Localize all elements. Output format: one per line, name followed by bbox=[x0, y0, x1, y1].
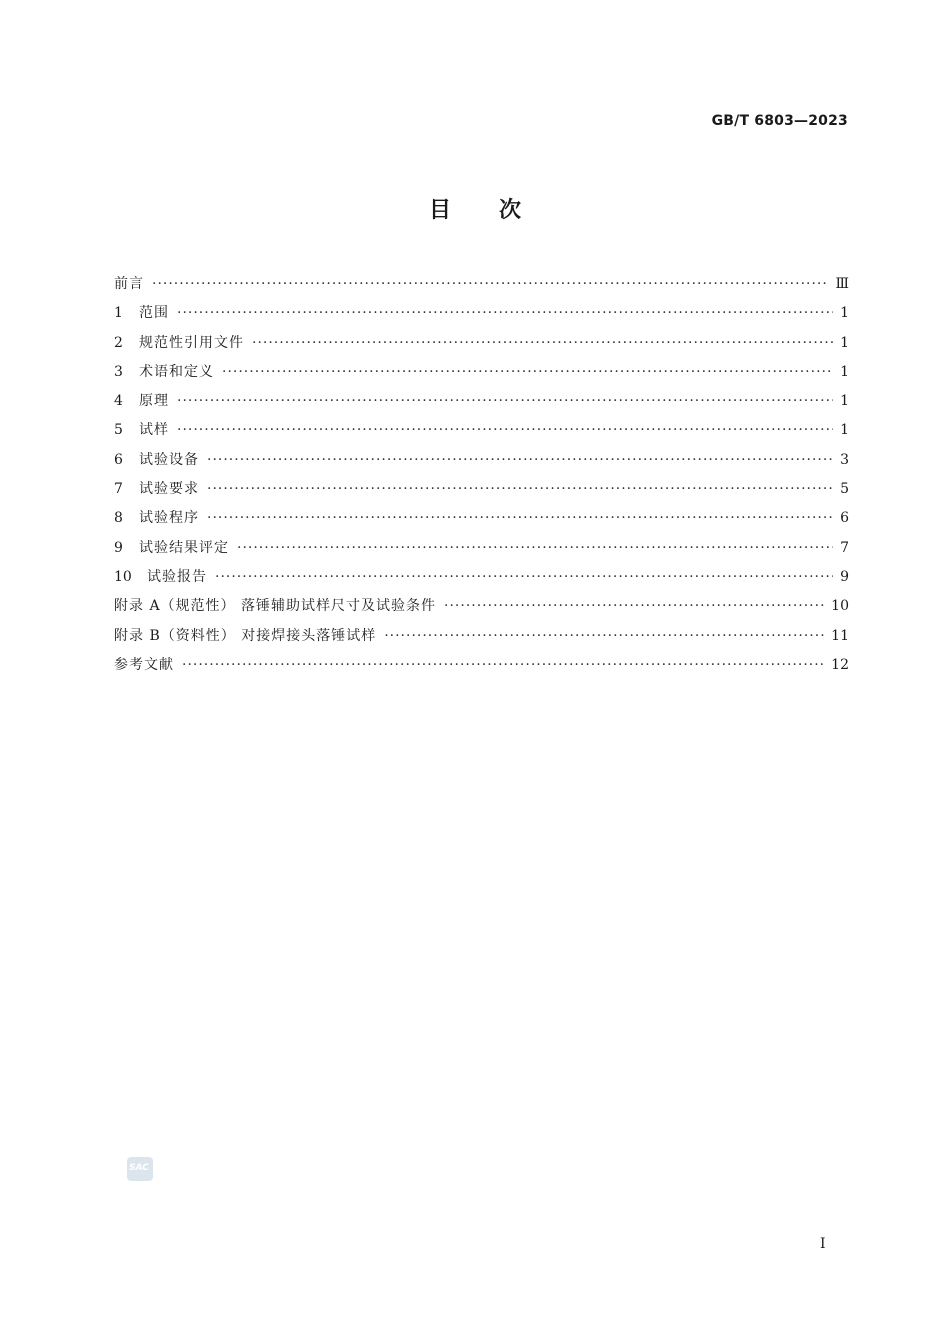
toc-entry-2[interactable] bbox=[114, 329, 849, 358]
toc-entry-appendix-a[interactable] bbox=[114, 592, 849, 621]
toc-section-number: 8 bbox=[114, 510, 123, 527]
page-number: I bbox=[820, 1236, 826, 1252]
toc-dot-leader bbox=[177, 299, 833, 328]
toc-dot-leader bbox=[222, 358, 833, 387]
toc-page-number: 9 bbox=[840, 568, 849, 585]
toc-page-number: Ⅲ bbox=[835, 276, 849, 292]
standard-code: GB/T 6803—2023 bbox=[711, 113, 848, 129]
toc-dot-leader bbox=[384, 622, 825, 651]
toc-page-number: 1 bbox=[840, 305, 849, 322]
toc-label: 试验要求 bbox=[139, 481, 199, 498]
toc-page-number: 6 bbox=[840, 510, 849, 527]
toc-label: 前言 bbox=[114, 276, 144, 292]
toc-entry-8[interactable] bbox=[114, 504, 849, 533]
toc-entry-foreword[interactable] bbox=[114, 270, 849, 299]
toc-dot-leader bbox=[252, 329, 833, 358]
page-title: 目次 bbox=[428, 198, 569, 223]
toc-section-number: 1 bbox=[114, 305, 123, 322]
toc-label: 原理 bbox=[139, 393, 169, 410]
toc-entry-4[interactable] bbox=[114, 387, 849, 416]
toc-entry-9[interactable] bbox=[114, 534, 849, 563]
sac-logo bbox=[127, 1157, 153, 1181]
toc-label: 参考文献 bbox=[114, 656, 174, 673]
toc-section-number: 2 bbox=[114, 334, 123, 351]
toc-entry-3[interactable] bbox=[114, 358, 849, 387]
toc-label: 试验结果评定 bbox=[139, 539, 229, 556]
toc-entry-6[interactable] bbox=[114, 446, 849, 475]
toc-page-number: 12 bbox=[831, 656, 849, 673]
toc-entry-1[interactable] bbox=[114, 299, 849, 328]
table-of-contents bbox=[114, 270, 849, 680]
toc-entry-10[interactable] bbox=[114, 563, 849, 592]
toc-page-number: 1 bbox=[840, 363, 849, 380]
toc-dot-leader bbox=[207, 475, 833, 504]
toc-dot-leader bbox=[207, 504, 833, 533]
toc-label: 附录 A（规范性） 落锤辅助试样尺寸及试验条件 bbox=[114, 598, 437, 615]
toc-page-number: 1 bbox=[840, 393, 849, 410]
toc-entry-references[interactable] bbox=[114, 651, 849, 680]
toc-dot-leader bbox=[215, 563, 833, 592]
toc-dot-leader bbox=[237, 534, 833, 563]
toc-section-number: 7 bbox=[114, 481, 123, 498]
toc-page-number: 5 bbox=[840, 481, 849, 498]
toc-page-number: 3 bbox=[840, 451, 849, 468]
toc-label: 范围 bbox=[139, 305, 169, 322]
toc-page-number: 11 bbox=[831, 627, 849, 644]
toc-page-number: 1 bbox=[840, 422, 849, 439]
toc-label: 术语和定义 bbox=[139, 363, 214, 380]
toc-entry-appendix-b[interactable] bbox=[114, 622, 849, 651]
toc-section-number: 10 bbox=[114, 568, 132, 585]
toc-label: 试验设备 bbox=[139, 451, 199, 468]
toc-label: 规范性引用文件 bbox=[139, 334, 244, 351]
toc-section-number: 4 bbox=[114, 393, 123, 410]
toc-label: 附录 B（资料性） 对接焊接头落锤试样 bbox=[114, 627, 377, 644]
toc-page-number: 1 bbox=[840, 334, 849, 351]
toc-section-number: 9 bbox=[114, 539, 123, 556]
toc-section-number: 3 bbox=[114, 363, 123, 380]
toc-label: 试样 bbox=[139, 422, 169, 439]
toc-entry-5[interactable] bbox=[114, 416, 849, 445]
toc-dot-leader bbox=[207, 446, 833, 475]
toc-page-number: 7 bbox=[840, 539, 849, 556]
sac-logo-text: SAC bbox=[129, 1163, 149, 1173]
toc-dot-leader bbox=[152, 270, 829, 299]
toc-dot-leader bbox=[182, 651, 825, 680]
toc-dot-leader bbox=[177, 416, 833, 445]
toc-dot-leader bbox=[444, 592, 825, 621]
toc-section-number: 5 bbox=[114, 422, 123, 439]
toc-page-number: 10 bbox=[831, 598, 849, 615]
toc-label: 试验程序 bbox=[139, 510, 199, 527]
toc-label: 试验报告 bbox=[147, 568, 207, 585]
toc-entry-7[interactable] bbox=[114, 475, 849, 504]
toc-dot-leader bbox=[177, 387, 833, 416]
toc-section-number: 6 bbox=[114, 451, 123, 468]
